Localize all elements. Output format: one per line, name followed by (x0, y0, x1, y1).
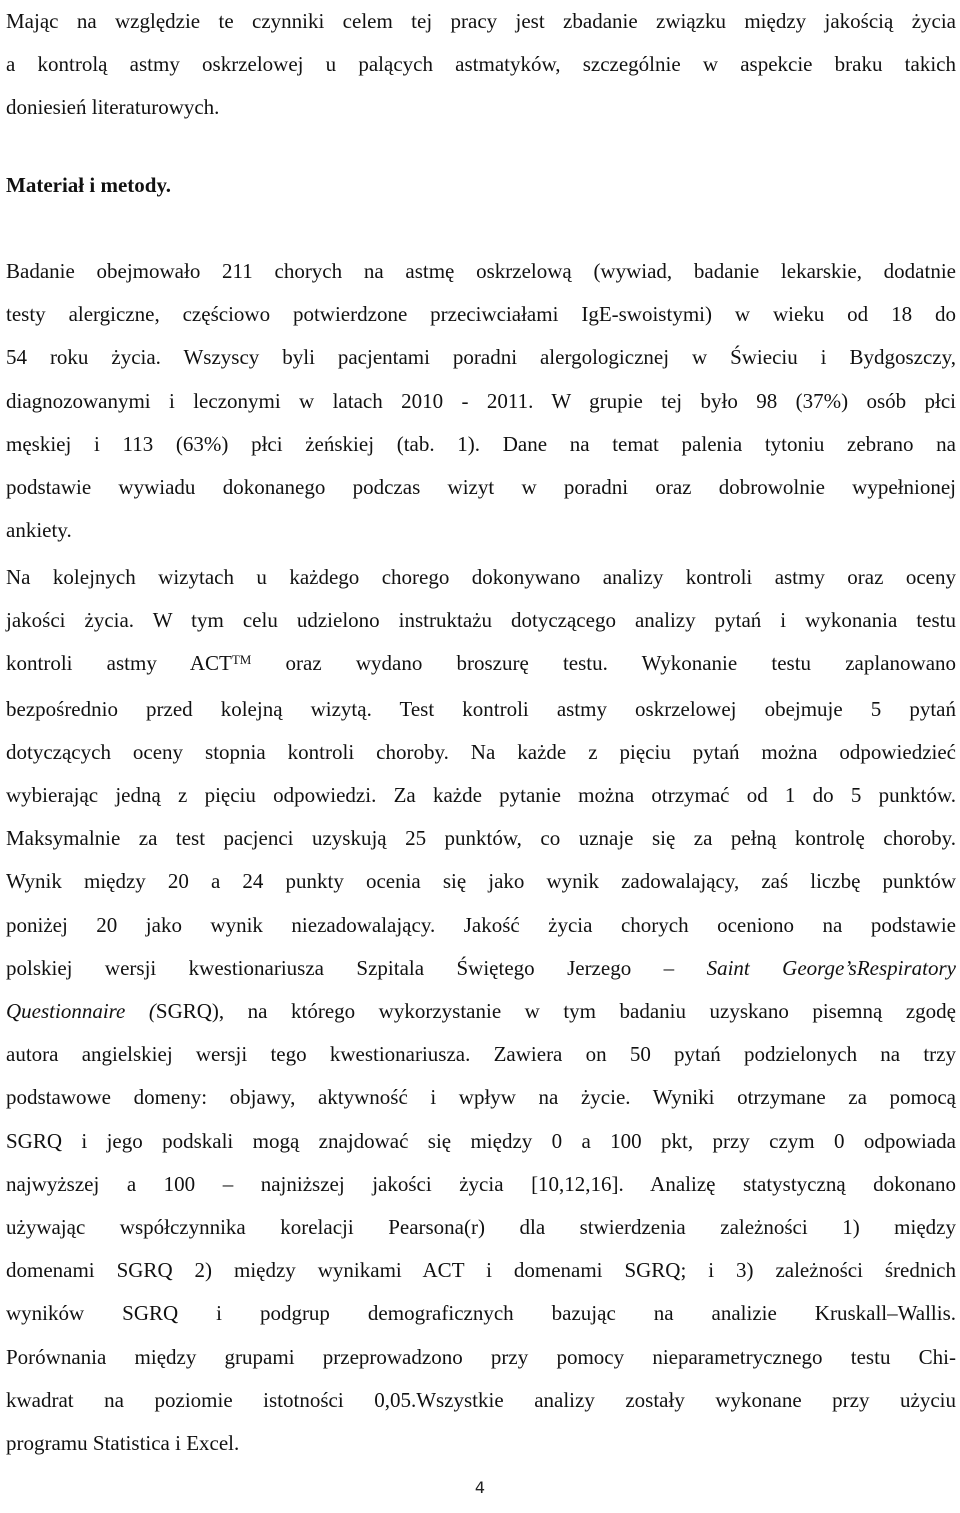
trademark-superscript: TM (231, 652, 252, 668)
page-number: 4 (474, 1478, 486, 1497)
italic-title-segment: Questionnaire ( (6, 999, 156, 1024)
methods-paragraph (6, 250, 956, 552)
section-heading: Materiał i metody. (6, 173, 172, 197)
text-line: kwadrat na poziomie istotności 0,05.Wszystkie analizy zostały wykonane przy użyciu (6, 1387, 956, 1412)
text-line: doniesień literaturowych. (6, 95, 220, 120)
text-line: Na kolejnych wizytach u każdego chorego dokonywano analizy kontroli astmy oraz oceny (6, 565, 956, 589)
italic-title-segment: Saint George’sRespiratory (706, 955, 956, 980)
text-line: 54 roku życia. Wszyscy byli pacjentami poradni alergologicznej w Świeciu i Bydgoszczy, (6, 345, 956, 370)
text-line: podstawowe domeny: objawy, aktywność i wpływ na życie. Wyniki otrzymane za pomocą (6, 1085, 956, 1110)
text-line: wyników SGRQ i podgrup demograficznych bazując na analizie Kruskall–Wallis. (6, 1301, 956, 1326)
text-line: dotyczących oceny stopnia kontroli choroby. Na każde z pięciu pytań można odpowiedzieć (6, 739, 956, 764)
text-line: a kontrolą astmy oskrzelowej u palących astmatyków, szczególnie w aspekcie braku takich (6, 52, 956, 77)
text-line: Badanie obejmowało 211 chorych na astmę oskrzelową (wywiad, badanie lekarskie, dodatnie (6, 259, 956, 283)
text-line: najwyższej a 100 – najniższej jakości życia [10,12,16]. Analizę statystyczną dokonano (6, 1171, 956, 1196)
text-line: podstawie wywiadu dokonanego podczas wizyt w poradni oraz dobrowolnie wypełnionej (6, 475, 956, 500)
text-line: Mając na względzie te czynniki celem tej pracy jest zbadanie związku między jakością życia (6, 9, 956, 33)
text-line: autora angielskiej wersji tego kwestionariusza. Zawiera on 50 pytań podzielonych na trzy (6, 1042, 956, 1067)
text-line: bezpośrednio przed kolejną wizytą. Test kontroli astmy oskrzelowej obejmuje 5 pytań (6, 696, 956, 721)
text-line: Wynik między 20 a 24 punkty ocenia się jako wynik zadowalający, zaś liczbę punktów (6, 869, 956, 894)
text-segment: oraz wydano broszurę testu. Wykonanie testu zaplanowano (251, 651, 957, 676)
text-line: jakości życia. W tym celu udzielono instruktażu dotyczącego analizy pytań i wykonania testu (6, 608, 956, 633)
text-line (6, 947, 956, 990)
text-line: używając współczynnika korelacji Pearsona(r) dla stwierdzenia zależności 1) między (6, 1215, 956, 1240)
text-line: SGRQ i jego podskali mogą znajdować się między 0 a 100 pkt, przy czym 0 odpowiada (6, 1128, 956, 1153)
text-line (6, 642, 956, 687)
text-line: Maksymalnie za test pacjenci uzyskują 25 punktów, co uznaje się za pełną kontrolę choroby. (6, 826, 956, 851)
text-line: diagnozowanymi i leczonymi w latach 2010 - 2011. W grupie tej było 98 (37%) osób płci (6, 388, 956, 413)
text-line: testy alergiczne, częściowo potwierdzone przeciwciałami IgE-swoistymi) w wieku od 18 do (6, 302, 956, 327)
text-segment: polskiej wersji kwestionariusza Szpitala Świętego Jerzego – (6, 955, 707, 980)
text-line: Porównania między grupami przeprowadzono przy pomocy nieparametrycznego testu Chi- (6, 1344, 956, 1369)
text-line: programu Statistica i Excel. (6, 1431, 240, 1456)
text-line: poniżej 20 jako wynik niezadowalający. Jakość życia chorych oceniono na podstawie (6, 912, 956, 937)
text-line: męskiej i 113 (63%) płci żeńskiej (tab. 1). Dane na temat palenia tytoniu zebrano na (6, 431, 956, 456)
text-line: ankiety. (6, 518, 72, 543)
text-line: wybierając jedną z pięciu odpowiedzi. Za każde pytanie można otrzymać od 1 do 5 punktów. (6, 783, 956, 808)
text-segment: SGRQ), na którego wykorzystanie w tym badaniu uzyskano pisemną zgodę (155, 999, 956, 1024)
text-line (6, 990, 956, 1033)
text-segment: kontroli astmy ACT (6, 651, 232, 676)
analysis-paragraph (6, 556, 956, 1465)
intro-paragraph (6, 0, 956, 130)
text-line: domenami SGRQ 2) między wynikami ACT i domenami SGRQ; i 3) zależności średnich (6, 1258, 956, 1283)
